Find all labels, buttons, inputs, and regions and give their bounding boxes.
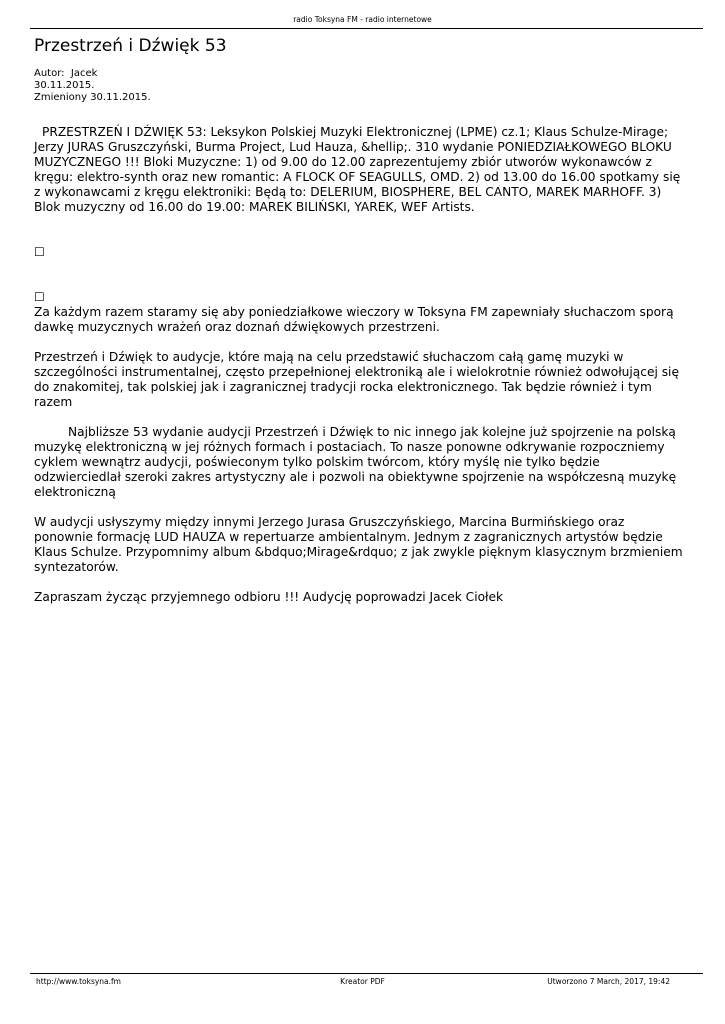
footer-divider xyxy=(30,973,703,974)
article-meta xyxy=(34,68,151,104)
footer-url-link[interactable]: http://www.toksyna.fm xyxy=(36,977,121,986)
image-placeholder-icon: ☐ xyxy=(34,290,45,304)
body-paragraph: W audycji usłyszymy między innymi Jerzego Jurasa Gruszczyńskiego, Marcina Burmińskiego oraz ponownie formację LUD HAUZA w repertuarze ambientalnym. Jednym z zagranicznych artystów będzie Klaus Schulze. Przypomnimy album &bdquo;Mirage&rdquo; z jak zwykle pięknym klasycznym brzmieniem syntezatorów. xyxy=(34,515,683,574)
date-created: 30.11.2015. xyxy=(34,80,95,91)
body-paragraph: Zapraszam życząc przyjemnego odbioru !!! Audycję poprowadzi Jacek Ciołek xyxy=(34,590,504,604)
page-header: radio Toksyna FM - radio internetowe xyxy=(293,15,432,24)
article-body xyxy=(34,125,686,605)
body-paragraph: Za każdym razem staramy się aby poniedziałkowe wieczory w Toksyna FM zapewniały słuchaczom sporą dawkę muzycznych wrażeń oraz doznań dźwiękowych przestrzeni. xyxy=(34,305,674,334)
footer-generator: Kreator PDF xyxy=(340,977,385,986)
author-line: Autor: Jacek xyxy=(34,68,98,79)
body-paragraph: Przestrzeń i Dźwięk to audycje, które mają na celu przedstawić słuchaczom całą gamę muzyki w szczególności instrumentalnej, często przepełnionej elektroniką ale i wielokrotnie również odwołującej się do znakomitej, tak polskiej jak i zagranicznej tradycji rocka elektronicznego. Tak będzie również i tym razem xyxy=(34,350,679,409)
image-placeholder-icon: ☐ xyxy=(34,245,45,259)
body-paragraph: Najbliższe 53 wydanie audycji Przestrzeń i Dźwięk to nic innego jak kolejne już spojrzenie na polską muzykę elektroniczną w jej różnych formach i postaciach. To nasze ponowne odkrywanie rozpoczniemy cyklem wewnątrz audycji, poświeconym tylko polskim twórcom, który myślę nie tylko będzie odzwierciedlał szeroki zakres artystyczny ale i pozwoli na obiektywne spojrzenie na współczesną muzykę elektroniczną xyxy=(34,425,677,499)
header-divider xyxy=(30,28,703,29)
article-title: Przestrzeń i Dźwięk 53 xyxy=(34,36,227,56)
lead-paragraph: PRZESTRZEŃ I DŹWIĘK 53: Leksykon Polskiej Muzyki Elektronicznej (LPME) cz.1; Klaus Schulze-Mirage; Jerzy JURAS Gruszczyński, Burma Project, Lud Hauza, &hellip;. 310 wydanie PONIEDZIAŁKOWEGO BLOKU MUZYCZNEGO !!! Bloki Muzyczne: 1) od 9.00 do 12.00 zaprezentujemy zbiór utworów wykonawców z kręgu: elektro-synth oraz new romantic: A FLOCK OF SEAGULLS, OMD. 2) od 13.00 do 16.00 spotkamy się z wykonawcami z kręgu elektroniki: Będą to: DELERIUM, BIOSPHERE, BEL CANTO, MAREK MARHOFF. 3) Blok muzyczny od 16.00 do 19.00: MAREK BILIŃSKI, YAREK, WEF Artists. xyxy=(34,125,681,214)
footer-created-date: Utworzono 7 March, 2017, 19:42 xyxy=(547,977,670,986)
date-modified: Zmieniony 30.11.2015. xyxy=(34,92,151,103)
